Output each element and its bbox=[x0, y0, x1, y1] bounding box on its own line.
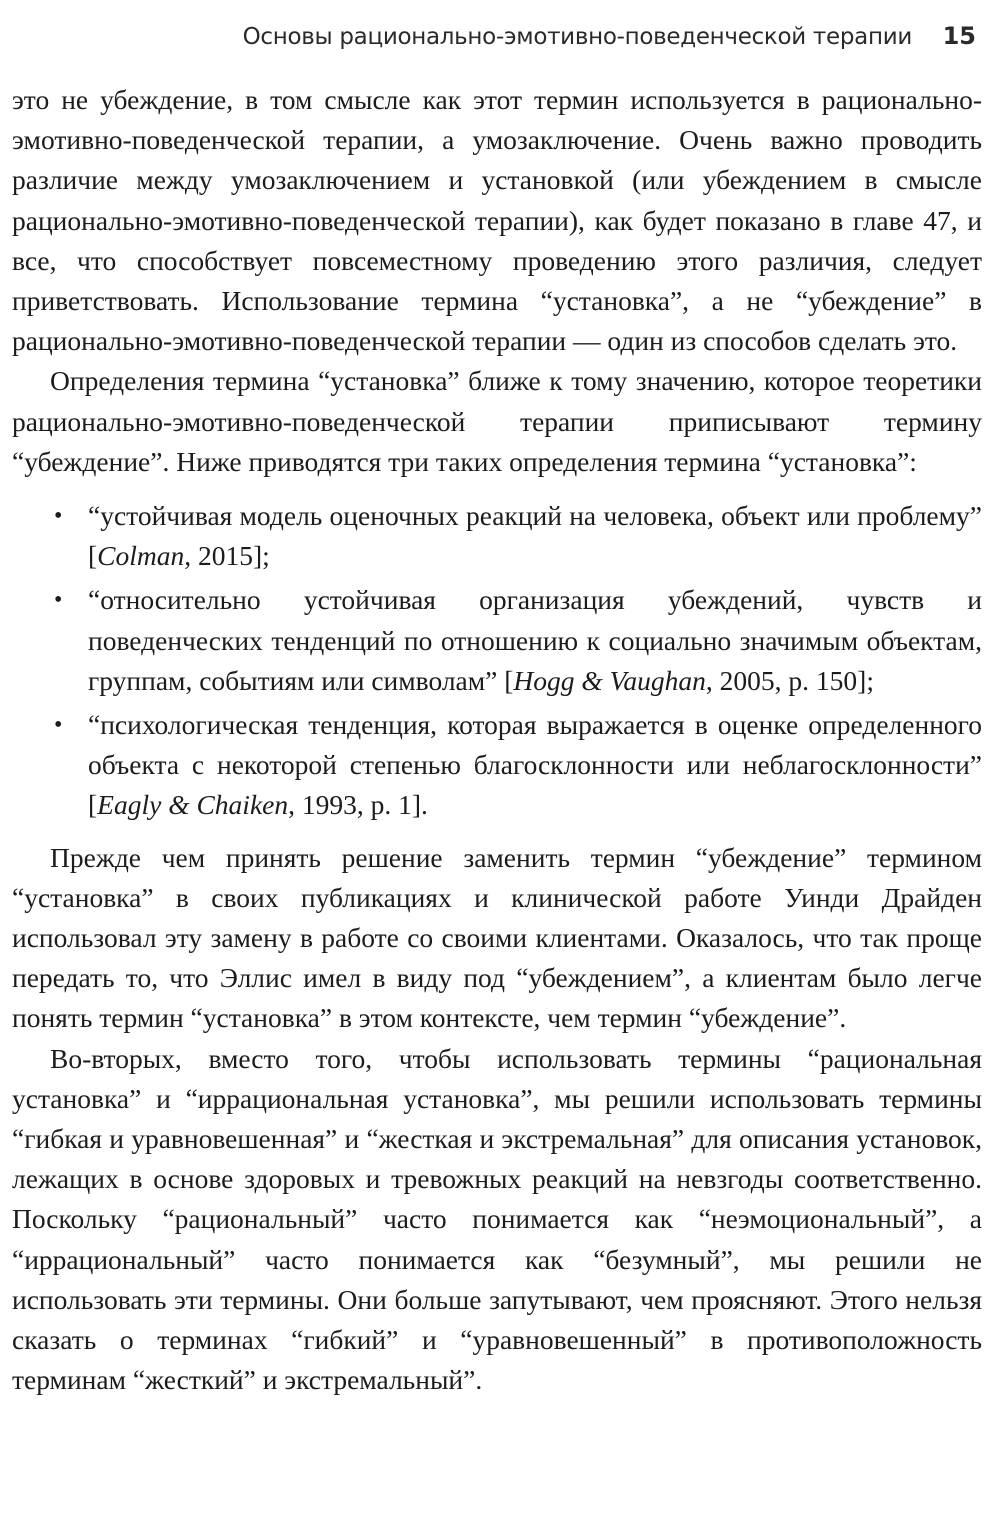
list-item bbox=[12, 580, 982, 701]
definitions-list bbox=[12, 496, 982, 826]
citation-author: Colman bbox=[97, 540, 185, 572]
list-item bbox=[12, 496, 982, 576]
paragraph-dryden: Прежде чем принять решение заменить термин “убеждение” термином “установка” в своих публикациях и клинической работе Уинди Драйден использовал эту замену в работе со своими клиентами. Оказалось, что так проще передать то, что Эллис имел в виду под “убеждением”, а клиентам было легче понять термин “установка” в этом контексте, чем термин “убеждение”. bbox=[12, 841, 982, 1034]
running-head bbox=[12, 18, 982, 58]
citation-rest: , 1993, p. 1]. bbox=[288, 789, 428, 821]
book-page bbox=[12, 0, 982, 1530]
citation-rest: , 2005, p. 150]; bbox=[705, 664, 874, 696]
bullet-icon: • bbox=[54, 503, 63, 530]
citation-author: Hogg & Vaughan bbox=[513, 664, 706, 696]
page-number: 15 bbox=[942, 22, 976, 50]
running-title: Основы рационально-эмотивно-поведенческой терапии bbox=[242, 24, 912, 50]
body-text bbox=[12, 80, 982, 1401]
list-item bbox=[12, 705, 982, 826]
paragraph-definitions-intro: Определения термина “установка” ближе к тому значению, которое теоретики рационально-эмотивно-поведенческой терапии приписывают термину “убеждение”. Ниже приводятся три таких определения термина “установка”: bbox=[12, 365, 982, 477]
bullet-icon: • bbox=[54, 712, 63, 739]
bullet-icon: • bbox=[54, 587, 63, 614]
citation-author: Eagly & Chaiken bbox=[97, 789, 289, 821]
paragraph-continued: это не убеждение, в том смысле как этот термин используется в рационально-эмотивно-поведенческой терапии, а умозаключение. Очень важно проводить различие между умозаключением и установкой (или убеждением в смысле рационально-эмотивно-поведенческой терапии), как будет показано в главе 47, и все, что способствует повсеместному проведению этого различия, следует приветствовать. Использование термина “установка”, а не “убеждение” в рационально-эмотивно-поведенческой терапии — один из способов сделать это. bbox=[12, 84, 982, 357]
citation-rest: , 2015]; bbox=[184, 540, 270, 572]
paragraph-secondly: Во-вторых, вместо того, чтобы использовать термины “рациональная установка” и “иррациональная установка”, мы решили использовать термины “гибкая и уравновешенная” и “жесткая и экстремальная” для описания установок, лежащих в основе здоровых и тревожных реакций на невзгоды соответственно. Поскольку “рациональный” часто понимается как “неэмоциональный”, а “иррациональный” часто понимается как “безумный”, мы решили не использовать эти термины. Они больше запутывают, чем проясняют. Этого нельзя сказать о терминах “гибкий” и “уравновешенный” в противоположность терминам “жесткий” и экстремальный”. bbox=[12, 1042, 982, 1396]
definition-text: “устойчивая модель оценочных реакций на человека, объект или проблему” [ bbox=[88, 500, 982, 572]
definition-text: “относительно устойчивая организация убеждений, чувств и поведенческих тенденций по отношению к социально значимым объектам, группам, событиям или символам” [ bbox=[88, 584, 982, 696]
definition-text: “психологическая тенденция, которая выражается в оценке определенного объекта с некоторой степенью благосклонности или неблагосклонности” [ bbox=[88, 709, 982, 821]
